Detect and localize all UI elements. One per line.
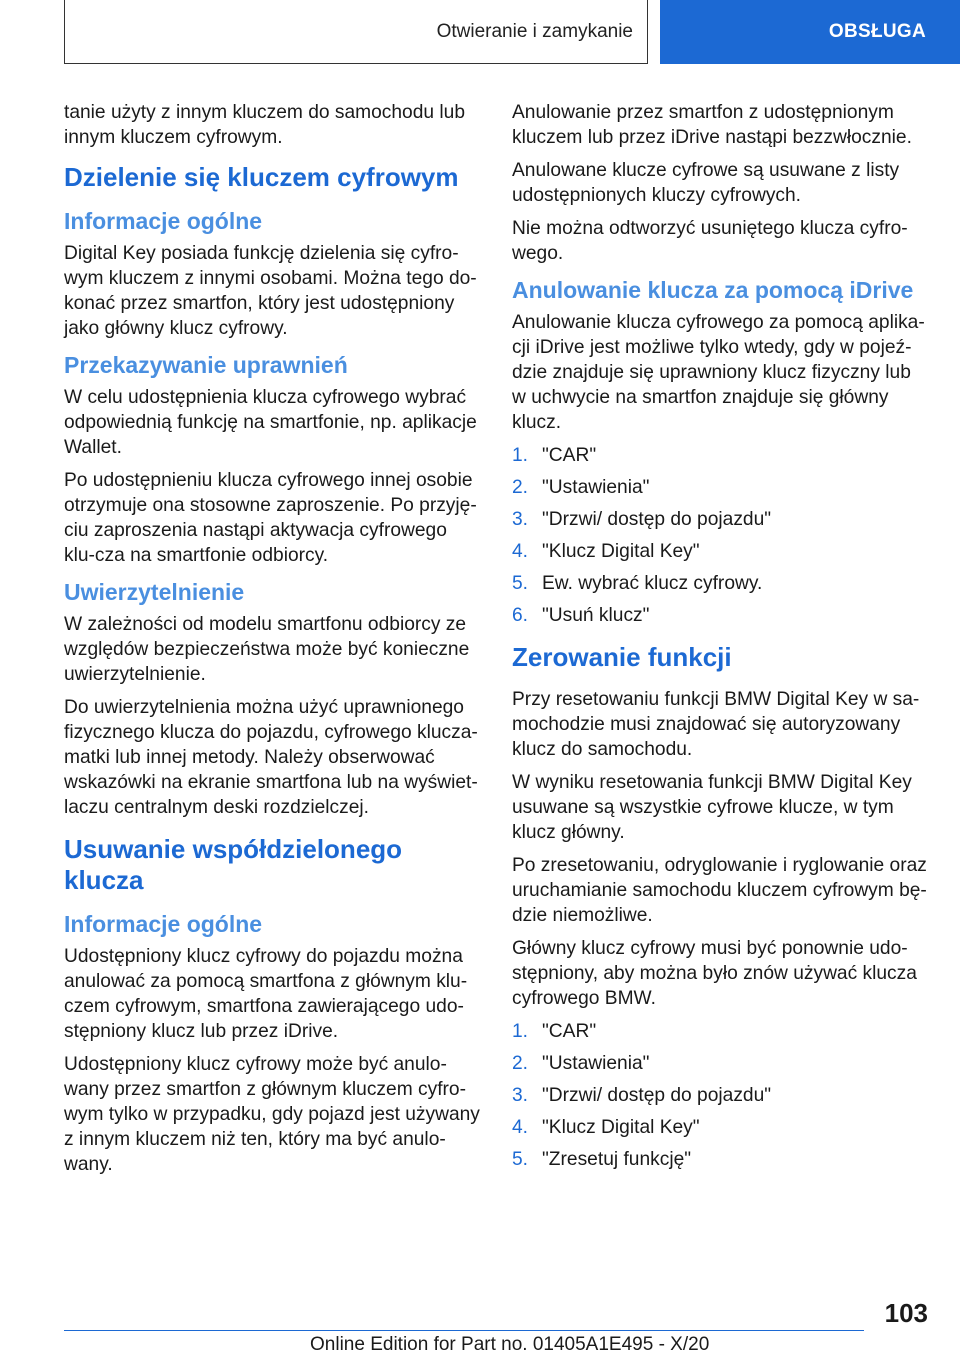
edition-note: Online Edition for Part no. 01405A1E495 - X/20 xyxy=(310,1334,710,1355)
page-header xyxy=(0,0,960,66)
step-text: "Drzwi/ dostęp do pojazdu" xyxy=(542,1085,772,1106)
list-item xyxy=(512,1147,927,1172)
paragraph: Do uwierzytelnienia można użyć uprawnionego fizycznego klucza do pojazdu, cyfrowego klucza-matki lub innej metody. Należy obserwować wskazówki na ekranie smartfona lub na wyświet-laczu centralnym deski rozdzielczej. xyxy=(64,697,478,818)
step-number: 4. xyxy=(512,541,529,562)
list-item xyxy=(512,1019,927,1044)
step-text: "Drzwi/ dostęp do pojazdu" xyxy=(542,509,772,530)
paragraph: Przy resetowaniu funkcji BMW Digital Key w sa-mochodzie musi znajdować się autoryzowany klucz do samochodu. xyxy=(512,689,920,760)
list-item xyxy=(512,603,927,628)
step-text: "CAR" xyxy=(542,1021,597,1042)
step-number: 6. xyxy=(512,605,529,626)
subheading-general: Informacje ogólne xyxy=(64,911,263,937)
paragraph: Udostępniony klucz cyfrowy do pojazdu można anulować za pomocą smartfona z głównym klu-czem cyfrowym, smartfona zawierającego udo-stępniony klucz lub przez iDrive. xyxy=(64,946,468,1042)
step-number: 4. xyxy=(512,1117,529,1138)
chapter-tab: OBSŁUGA xyxy=(660,0,960,64)
paragraph: Anulowanie klucza cyfrowego za pomocą aplika-cji iDrive jest możliwe tylko wtedy, gdy w pojeź-dzie znajduje się uprawniony klucz fizyczny lub w uchwycie na smartfon znajduje się główny klucz. xyxy=(512,312,925,433)
list-item xyxy=(512,1083,927,1108)
footer-divider xyxy=(64,1330,864,1331)
paragraph: tanie użyty z innym kluczem do samochodu lub innym kluczem cyfrowym. xyxy=(64,102,465,148)
paragraph: W wyniku resetowania funkcji BMW Digital Key usuwane są wszystkie cyfrowe klucze, w tym klucz główny. xyxy=(512,772,912,843)
step-number: 3. xyxy=(512,509,529,530)
paragraph: Po zresetowaniu, odryglowanie i ryglowanie oraz uruchamianie samochodu kluczem cyfrowym bę-dzie niemożliwe. xyxy=(512,855,927,926)
steps-list-reset xyxy=(512,1019,927,1172)
heading-reset: Zerowanie funkcji xyxy=(512,642,732,672)
right-column xyxy=(512,100,927,1184)
paragraph: Anulowanie przez smartfon z udostępnionym kluczem lub przez iDrive nastąpi bezzwłocznie. xyxy=(512,102,912,148)
list-item xyxy=(512,1051,927,1076)
step-number: 2. xyxy=(512,1053,529,1074)
step-text: "Usuń klucz" xyxy=(542,605,650,626)
subheading-idrive: Anulowanie klucza za pomocą iDrive xyxy=(512,277,914,303)
step-text: "CAR" xyxy=(542,445,597,466)
step-text: "Ustawienia" xyxy=(542,477,650,498)
step-text: "Zresetuj funkcję" xyxy=(542,1149,692,1170)
section-title: Otwieranie i zamykanie xyxy=(64,0,648,64)
step-number: 1. xyxy=(512,1021,529,1042)
paragraph: Digital Key posiada funkcję dzielenia się cyfro-wym kluczem z innymi osobami. Można tego do-konać przez smartfon, który jest udostępniony jako główny klucz cyfrowy. xyxy=(64,243,477,339)
step-number: 5. xyxy=(512,573,529,594)
step-number: 2. xyxy=(512,477,529,498)
list-item xyxy=(512,443,927,468)
paragraph: Nie można odtworzyć usuniętego klucza cyfro-wego. xyxy=(512,218,908,264)
heading-remove: Usuwanie współdzielonego klucza xyxy=(64,834,403,895)
step-text: "Ustawienia" xyxy=(542,1053,650,1074)
paragraph: W zależności od modelu smartfonu odbiorcy ze względów bezpieczeństwa może być konieczne uwierzytelnienie. xyxy=(64,614,470,685)
paragraph: Główny klucz cyfrowy musi być ponownie udo-stępniony, aby można było znów używać klucza cyfrowego BMW. xyxy=(512,938,917,1009)
list-item xyxy=(512,571,927,596)
step-text: "Klucz Digital Key" xyxy=(542,541,700,562)
subheading-general: Informacje ogólne xyxy=(64,208,263,234)
paragraph: W celu udostępnienia klucza cyfrowego wybrać odpowiednią funkcję na smartfonie, np. aplikacje Wallet. xyxy=(64,387,477,458)
page-number: 103 xyxy=(884,1298,928,1328)
steps-list-idrive xyxy=(512,443,927,628)
subheading-auth: Uwierzytelnienie xyxy=(64,579,245,605)
paragraph: Udostępniony klucz cyfrowy może być anulo-wany przez smartfon z głównym kluczem cyfro-wym tylko w przypadku, gdy pojazd jest używany z innym kluczem niż ten, który ma być anulo-wany. xyxy=(64,1054,480,1175)
list-item xyxy=(512,507,927,532)
paragraph: Anulowane klucze cyfrowe są usuwane z listy udostępnionych kluczy cyfrowych. xyxy=(512,160,900,206)
step-text: Ew. wybrać klucz cyfrowy. xyxy=(542,573,763,594)
step-text: "Klucz Digital Key" xyxy=(542,1117,700,1138)
list-item xyxy=(512,1115,927,1140)
paragraph: Po udostępnieniu klucza cyfrowego innej osobie otrzymuje ona stosowne zaproszenie. Po przyję-ciu zaproszenia nastąpi aktywacja cyfrowego klu-cza na smartfonie odbiorcy. xyxy=(64,470,477,566)
heading-share: Dzielenie się kluczem cyfrowym xyxy=(64,162,459,192)
step-number: 3. xyxy=(512,1085,529,1106)
left-column xyxy=(64,100,482,1185)
list-item xyxy=(512,475,927,500)
step-number: 1. xyxy=(512,445,529,466)
list-item xyxy=(512,539,927,564)
subheading-transfer: Przekazywanie uprawnień xyxy=(64,352,348,378)
step-number: 5. xyxy=(512,1149,529,1170)
